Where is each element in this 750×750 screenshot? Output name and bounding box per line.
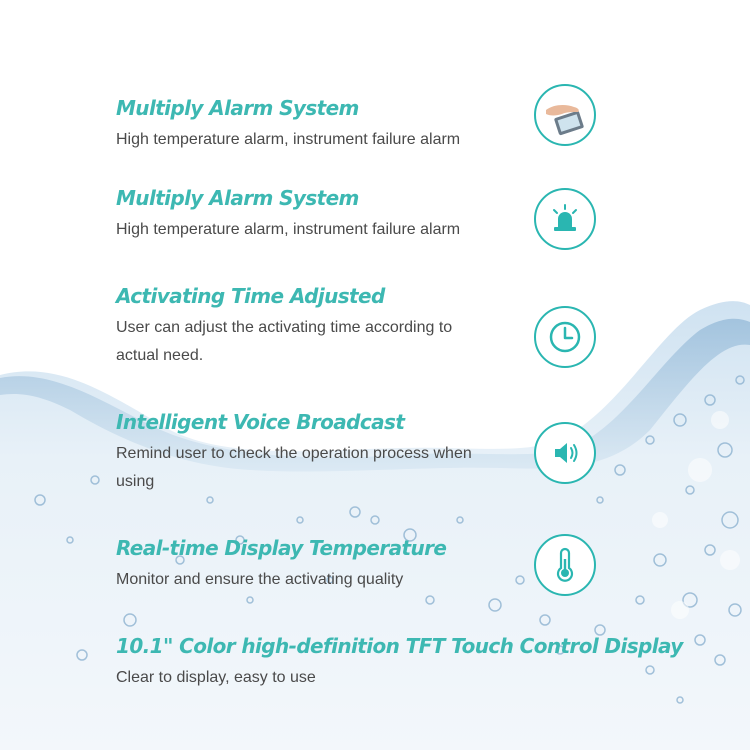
feature-description: User can adjust the activating time according to actual need. <box>116 319 453 364</box>
feature-title: Multiply Alarm System <box>116 96 359 120</box>
thermometer-icon <box>534 534 596 596</box>
feature-title: Real-time Display Temperature <box>116 536 447 560</box>
feature-title: 10.1" Color high-definition TFT Touch Control Display <box>116 634 683 658</box>
feature-description: Clear to display, easy to use <box>116 669 316 686</box>
speaker-icon <box>534 422 596 484</box>
feature-title: Multiply Alarm System <box>116 186 359 210</box>
feature-description: Remind user to check the operation process when using <box>116 445 472 490</box>
hand-touch-panel-icon <box>534 84 596 146</box>
siren-icon <box>534 188 596 250</box>
clock-icon <box>534 306 596 368</box>
feature-description: High temperature alarm, instrument failure alarm <box>116 131 461 148</box>
feature-description: High temperature alarm, instrument failure alarm <box>116 221 461 238</box>
feature-description: Monitor and ensure the activating quality <box>116 571 404 588</box>
feature-title: Activating Time Adjusted <box>116 284 385 308</box>
feature-title: Intelligent Voice Broadcast <box>116 410 405 434</box>
feature-touch-display <box>116 634 683 692</box>
